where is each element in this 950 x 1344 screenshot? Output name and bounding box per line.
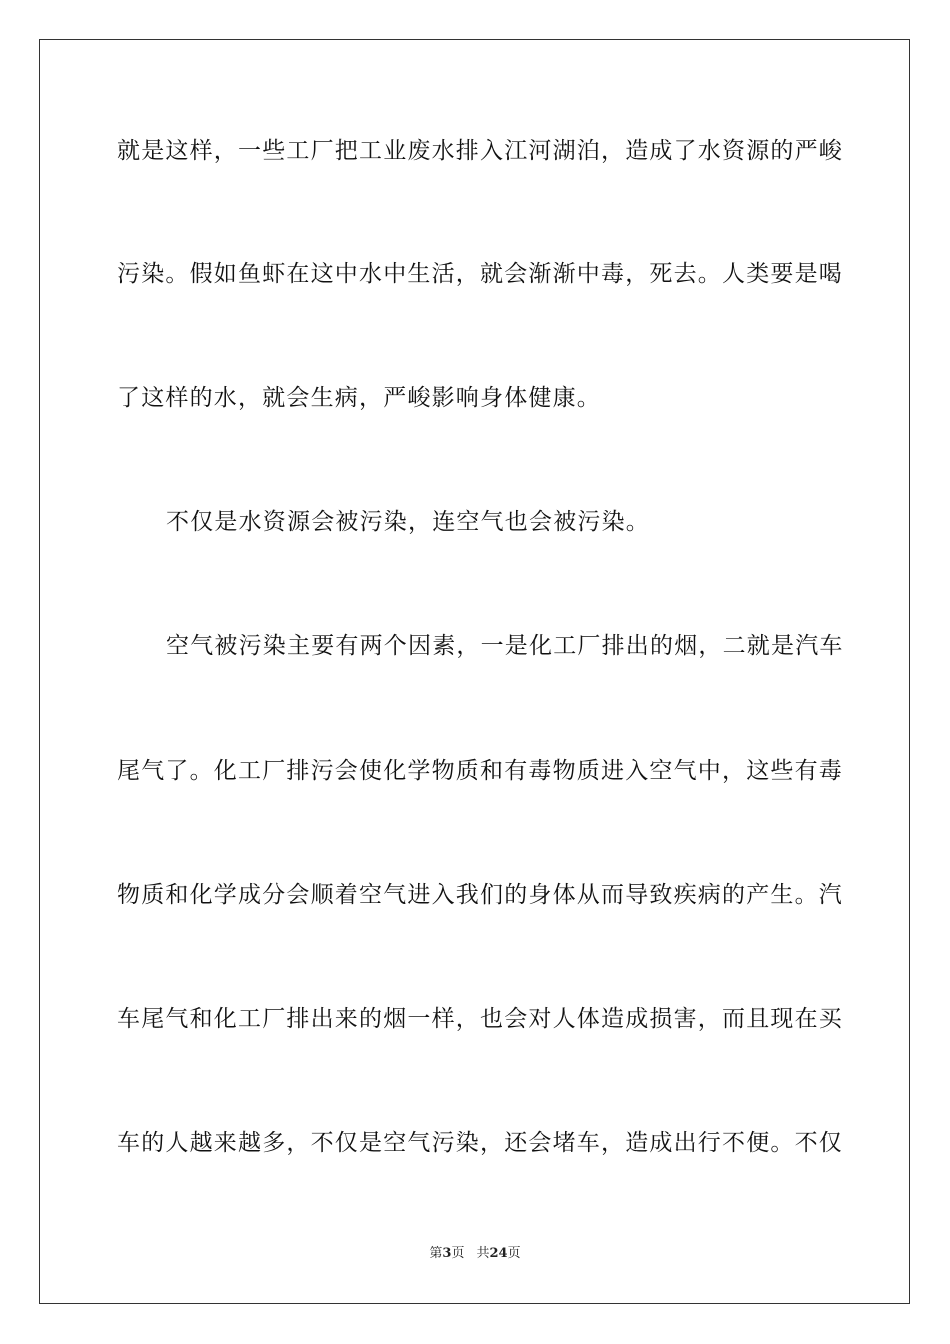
page-footer bbox=[0, 1245, 950, 1263]
footer-page-suffix: 页 bbox=[451, 1246, 465, 1261]
text-line-6: 尾气了。化工厂排污会使化学物质和有毒物质进入空气中，这些有毒 bbox=[117, 758, 843, 784]
footer-total-pages: 24 bbox=[489, 1246, 508, 1261]
page-border bbox=[39, 39, 910, 1304]
text-line-8: 车尾气和化工厂排出来的烟一样，也会对人体造成损害，而且现在买 bbox=[117, 1006, 843, 1032]
text-line-9: 车的人越来越多，不仅是空气污染，还会堵车，造成出行不便。不仅 bbox=[117, 1130, 843, 1156]
text-line-3: 了这样的水，就会生病，严峻影响身体健康。 bbox=[117, 385, 601, 411]
text-line-7: 物质和化学成分会顺着空气进入我们的身体从而导致疾病的产生。汽 bbox=[117, 882, 843, 908]
text-line-4: 不仅是水资源会被污染，连空气也会被污染。 bbox=[166, 509, 650, 535]
text-line-5: 空气被污染主要有两个因素，一是化工厂排出的烟，二就是汽车 bbox=[166, 633, 844, 659]
text-line-1: 就是这样，一些工厂把工业废水排入江河湖泊，造成了水资源的严峻 bbox=[117, 138, 843, 164]
footer-total-prefix: 共 bbox=[476, 1246, 490, 1261]
footer-page-prefix: 第 bbox=[429, 1246, 443, 1261]
footer-page-number: 3 bbox=[442, 1246, 452, 1261]
text-line-2: 污染。假如鱼虾在这中水中生活，就会渐渐中毒，死去。人类要是喝 bbox=[117, 261, 843, 287]
footer-total-suffix: 页 bbox=[507, 1246, 521, 1261]
